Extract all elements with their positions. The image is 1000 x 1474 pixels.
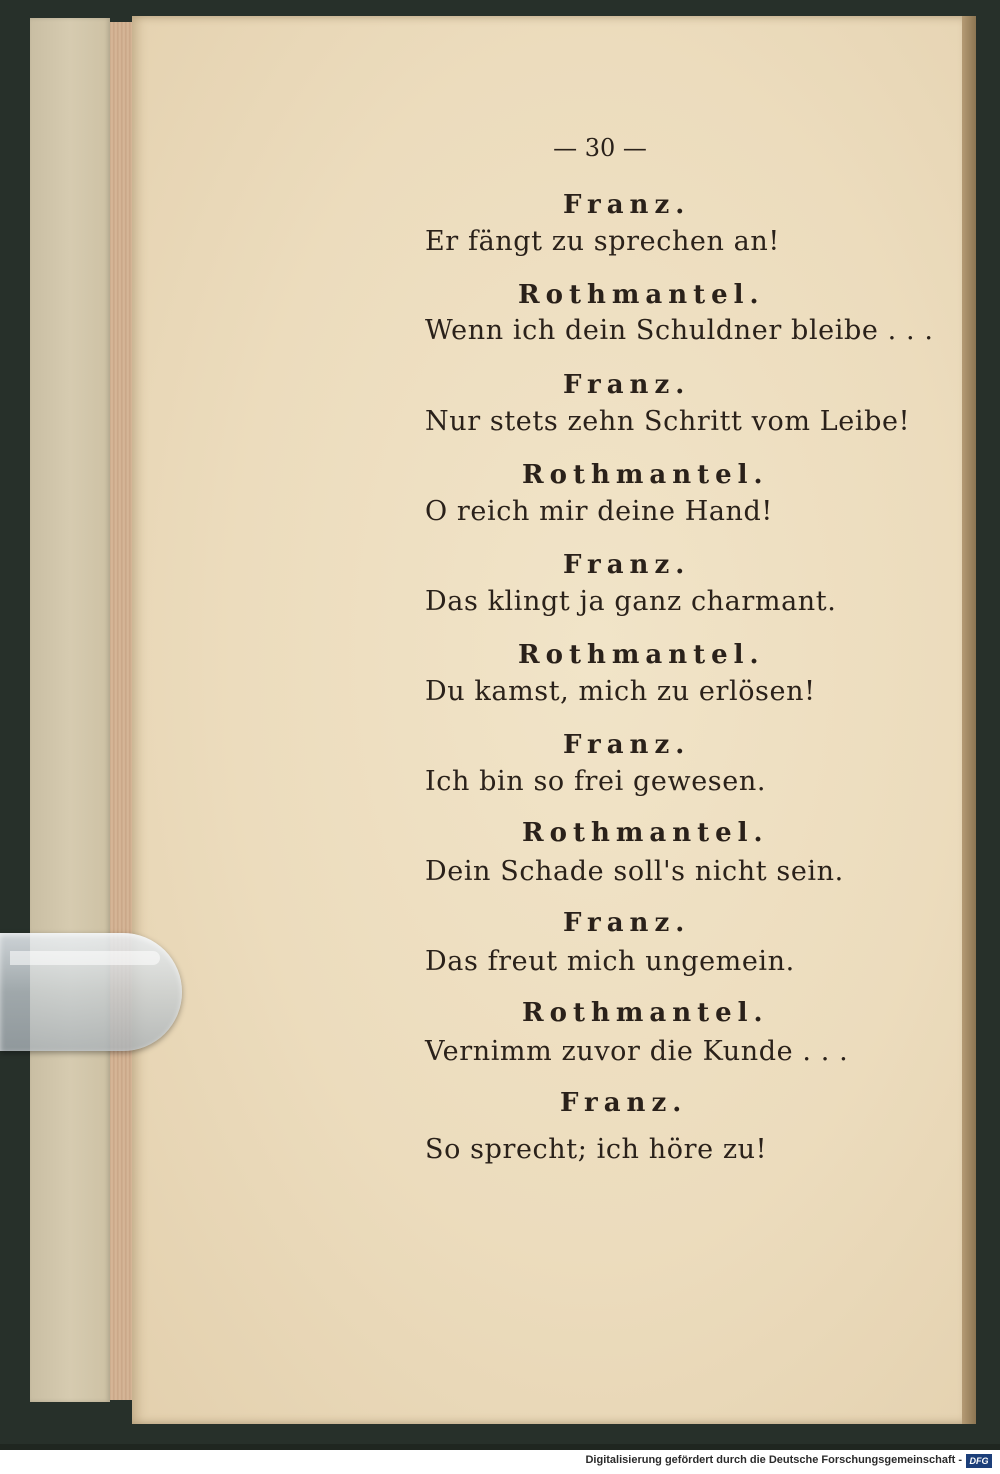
speaker-name: Franz. (563, 550, 691, 580)
speaker-name: Rothmantel. (518, 640, 765, 670)
speaker-name: Rothmantel. (522, 998, 769, 1028)
funding-credit: Digitalisierung gefördert durch die Deutsche Forschungsgemeinschaft - (585, 1454, 962, 1466)
verse-line: Nur stets zehn Schritt vom Leibe! (425, 406, 911, 437)
speaker-name: Franz. (563, 190, 691, 220)
verse-line: O reich mir deine Hand! (425, 496, 773, 527)
page-right-edge (962, 16, 976, 1424)
verse-line: Wenn ich dein Schuldner bleibe . . . (425, 315, 934, 346)
speaker-name: Franz. (563, 908, 691, 938)
verse-line: Er fängt zu sprechen an! (425, 226, 780, 257)
verse-line: Du kamst, mich zu erlösen! (425, 676, 816, 707)
speaker-name: Rothmantel. (522, 460, 769, 490)
speaker-name: Rothmantel. (522, 818, 769, 848)
dfg-logo-icon: DFG (966, 1454, 992, 1468)
verse-line: Das freut mich ungemein. (425, 946, 795, 977)
verse-line: So sprecht; ich höre zu! (425, 1134, 768, 1165)
page-clip (0, 933, 182, 1051)
speaker-name: Franz. (563, 370, 691, 400)
verse-line: Vernimm zuvor die Kunde . . . (425, 1036, 849, 1067)
verse-line: Dein Schade soll's nicht sein. (425, 856, 844, 887)
book-cover-edge (30, 18, 110, 1402)
speaker-name: Rothmantel. (518, 280, 765, 310)
verse-line: Das klingt ja ganz charmant. (425, 586, 837, 617)
speaker-name: Franz. (563, 730, 691, 760)
speaker-name: Franz. (560, 1088, 688, 1118)
verse-line: Ich bin so frei gewesen. (425, 766, 766, 797)
page-number: — 30 — (553, 134, 647, 162)
footer-bar (0, 1450, 1000, 1474)
